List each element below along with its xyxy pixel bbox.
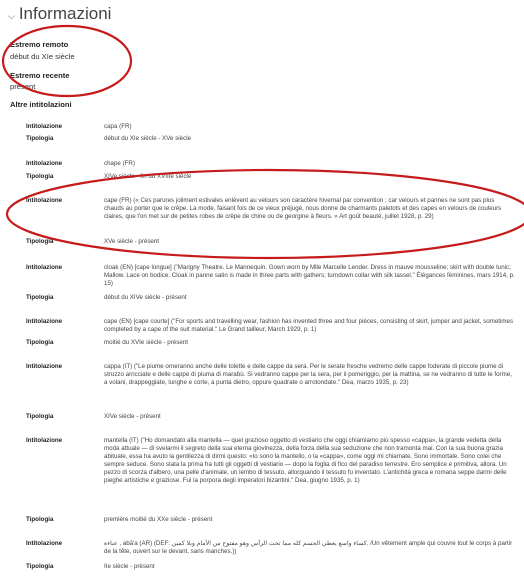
tip-value: XVe siècle - présent: [104, 238, 160, 245]
tip-label: Tipologia: [26, 135, 54, 142]
tip-label: Tipologia: [26, 563, 54, 570]
tip-value: XIVe siècle - présent: [104, 413, 161, 420]
tip-value: IIe siècle - présent: [104, 563, 155, 570]
tip-value: début du XIe siècle - XVe siècle: [104, 135, 192, 142]
int-label: Intitolazione: [26, 123, 63, 130]
tip-label: Tipologia: [26, 339, 54, 346]
tip-label: Tipologia: [26, 238, 54, 245]
int-value: mantella (IT) ("Ho domandato alla mantella — quel grazioso oggetto di vestiario che oggi chiamiamo più spesso «cappa», la grande vedetta della moda attuale — di svelarmi il segreto della sua eterna giovinezza, della forza della sua seduzione che non tramonta mai. Con la sua buona grazia abituale, essa ha avuto la gentilezza di dirmi questo: «Io sono la mantello, o la «cappa», come oggi mi chiamate. Sono immortale. Sono colei che sempre seduce. Sono stata la prima fra tutti gli oggetti di vestiario — dopo la foglia di fico del paradiso terrestre. Ero semplice e primitiva, allora. Un pezzo di scorza d'albero, una pelle d'animale, un lembo di tessuto, allorquando il tessuto fu inventato. L'antichità greca e romana seppe darmi delle pieghe artistiche e graziose. Fui la porpora degli imperatori bizantini." Dea, giugno 1935, p. 1): [104, 437, 507, 484]
tip-value: moitié du XVIe siècle - présent: [104, 339, 188, 346]
int-label: Intitolazione: [26, 318, 63, 325]
tip-label: Tipologia: [26, 516, 54, 523]
tip-label: Tipologia: [26, 173, 54, 180]
int-label: Intitolazione: [26, 437, 63, 444]
int-value: cloak (EN) [cape longue] ("Marigny Theatre. Le Mannequin. Gown worn by Mlle Marcelle Lender. Dress in mauve mousseline; skirt with double tunic; Mallow. Lace on bodice. Cloak in panne satin is made in three parts with gathers; turndown collar with silk tassel." Élégances féminines, mars 1914, p. 15): [104, 264, 515, 287]
int-value: cape (EN) [cape courte] ("For sports and travelling wear, fashion has invented three and four pièces, consisting of skirt, jumper and jacket, sometimes completed by a cape of the suit material." Le Grand tailleur, March 1929, p. 1): [104, 318, 514, 333]
int-label: Intitolazione: [26, 363, 63, 370]
section-title: Informazioni: [18, 4, 112, 23]
tip-value: première moitié du XXe siècle - présent: [104, 516, 213, 523]
tip-label: Tipologia: [26, 294, 54, 301]
int-label: Intitolazione: [26, 197, 63, 204]
remote-label: Estremo remoto: [10, 40, 69, 49]
int-label: Intitolazione: [26, 264, 63, 271]
section-header[interactable]: [8, 4, 111, 24]
int-value: cappa (IT) ("Le piume orneranno anche delle tolette e delle cappe da sera. Per le serate fresche vedremo delle cappe foderate di piccole piume di struzzo arricciate e delle cappe di piuma di marabù. Si vedranno cappe per la sera, per il pomeriggio, per la mattina, se ne vedranno di tutte le forme, a volani, drappeggiate, lunghe e corte, a punta dietro, oppure quadrate o arrotondate." Dea, marzo 1935, p. 23): [104, 363, 512, 386]
int-value: عباءة , abā'a (AR) (DEF: كساء واسع يغطي الجسم كله مما تحت الرأس وهو مفتوح من الأمام وبلا كمين. /Un vêtement ample qui couvre tout le corps à partir de la tête, ouvert sur le devant, sans manches.)): [104, 540, 513, 555]
int-value: cape (FR) (« Ces parures joliment estivales enlèvent au velours son caractère hivernal par convention ; car velours et pannes ne sont pas plus chauds au porter que le crêpe. La mode, faisant fois de ce vieux préjugé, nous donne de charmants paletots et des capes en velours de couleurs claires, que l'on met sur de petites robes de crêpe de chine ou de georgine à fleurs. » Art goût beauté, juillet 1928, p. 29): [104, 197, 502, 220]
recent-value: présent: [10, 82, 36, 91]
chevron-down-icon[interactable]: ⌵: [8, 10, 15, 21]
tip-label: Tipologia: [26, 413, 54, 420]
altre-title: Altre intitolazioni: [10, 100, 72, 109]
int-label: Intitolazione: [26, 540, 63, 547]
int-value: chape (FR): [104, 160, 135, 167]
recent-label: Estremo recente: [10, 71, 70, 80]
int-label: Intitolazione: [26, 160, 63, 167]
tip-value: début du XIVe siècle - présent: [104, 294, 187, 301]
int-value: capa (FR): [104, 123, 132, 130]
tip-value: XIVe siècle - fin du XVIIIe siècle: [104, 173, 192, 180]
remote-value: début du XIe siècle: [10, 52, 75, 61]
